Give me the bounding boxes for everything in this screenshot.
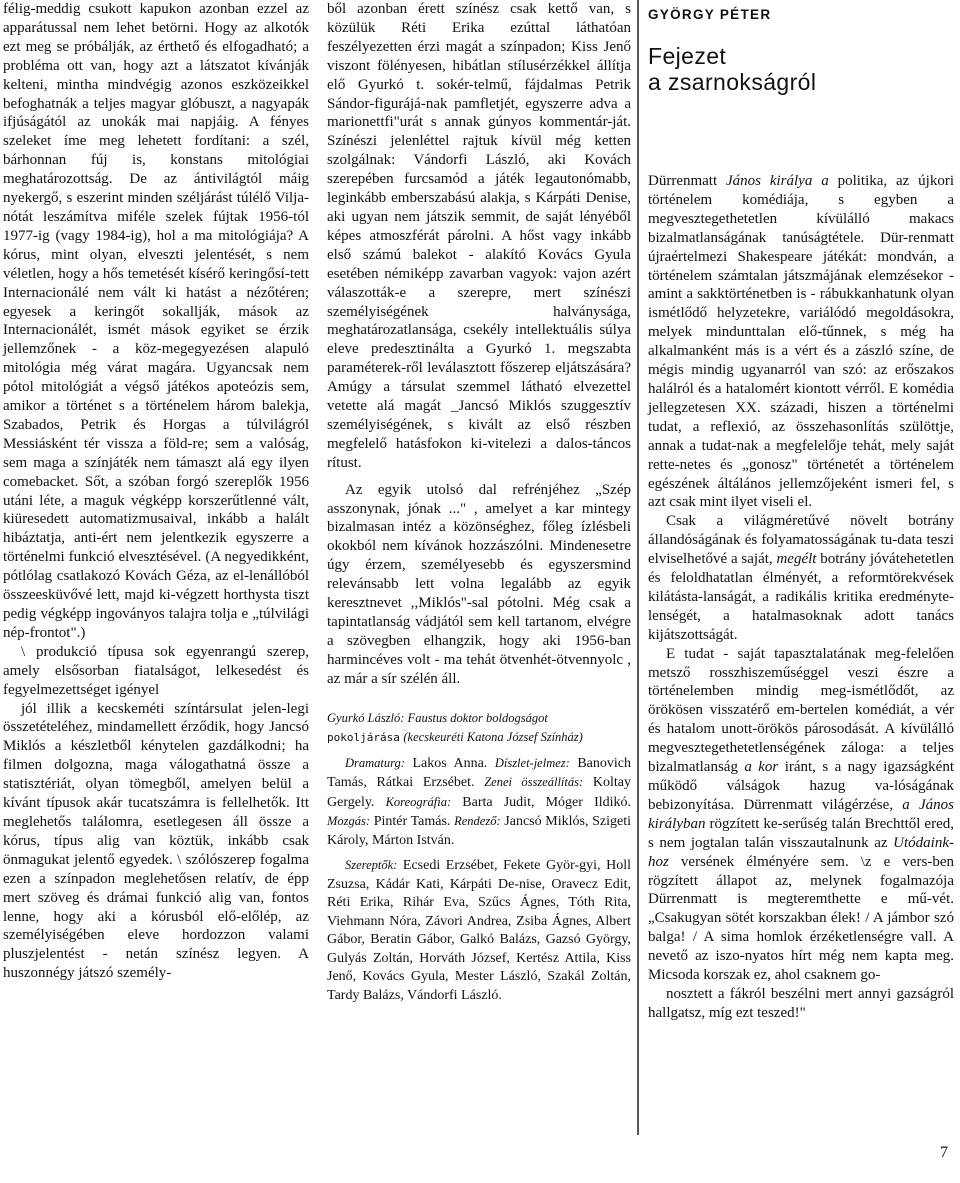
paragraph: Az egyik utolsó dal refrénjéhez „Szép asszonynak, jónak ..." , amelyet a kar mintegy bizalmasan intéz a közönséghez, főleg ízlésbeli okokból nem kívánok hozzászólni. Mindenesetre úgy érzem, személyesebb és egyszersmind relevánsabb lett volna legalább az egyik keresztnevet ,,Miklós"-sal pótolni. Még csak a tapintatlanság vádjától sem kell tartanom, elvégre a szövegben elhangzik, hogy aki 1956-ban harmincéves volt - ma tehát ötvenhét-ötvennyolc , az már a sír szélén áll. [327, 481, 631, 687]
paragraph [648, 512, 954, 644]
credit-label: Mozgás: [327, 814, 371, 829]
text-run-italic: a kor [744, 759, 779, 776]
text-run: politika, az újkori történelem komédiája, s egyben a megvesztegethetetlen kívülálló makacs bizalmatlanságának tanúságtétele. Dür-renmatt újraértelmezi Shakespeare játékát: mondván, a történelem számtalan játszmájának elemzésekor - amint a sakktörténetben is - rábukkanhatunk olyan ismétlődő helyzetekre, variálódó megoldásokra, melyek mindunttalan elő-tűnnek, s még ha alkalmanként más is a vért és a zászló színe, de mégis mindig ugyanarról van szó: az erőszakos halálról és a hatalomért kiontott vérről. E komédia jellegzetesen XX. századi, hiszen a történelmi tudat, a reflexió, az összehasonlítás szülöttje, annak a tudat-nak a megfelelője tehát, mely saját rette-netes és „gonosz" történetét a történelem egészének áltálános jellemzőjeként ismeri fel, s azt csak mint ilyet viseli el. [648, 173, 954, 511]
text-run-italic: Utódaink-hoz [648, 834, 954, 870]
credit-label: Díszlet-jelmez: [494, 755, 570, 770]
production-credits [327, 709, 631, 1006]
title-line-2: a zsarnokságról [648, 69, 817, 95]
work-title-mono: pokoljárása [327, 731, 400, 745]
article-author: GYÖRGY PÉTER [648, 7, 772, 22]
paragraph: ből azonban érett színész csak kettő van, s közülük Réti Erika ezúttal láthatóan feszélyezetten érzi magát a színpadon; Kiss Jenő viszont fölényesen, hibátlan stílusérzékkel állítja elő Gyurkó t. sokér-telmű, fájdalmas Petrik Sándor-figurájá-nak pamfletjét, egyszerre adva a marionettfi"urát s annak gúnyos kommentár-ját. Színészi jelenléttel rajtuk kívül még ketten szolgálnak: Vándorfi László, aki Kovách szerepében furcsamód a játék legautonómabb, leginkább emberszabású alakja, s Kárpáti Denise, aki ugyan nem játszik semmit, de saját lényéből képes atmoszférát párolni. A hőst vagy inkább első számú balekot - alakító Kovács Gyula esetében némiképp zavarban vagyok: vajon azért válaszották-e a szerepre, mert színészi személyiségének halványsága, meghatározatlansága, csekély intellektuális súlya eleve predesztinálta a Gyurkó 1. megszabta paraméterek-ről leválasztott főszerep eljátszására? Amúgy a társulat szemmel látható elvezettel vetette alá magát _Jancsó Miklós szuggesztív személyiségének, s kivált az első részben megfelelő hatásfokon ki-vitelezi a dalos-táncos rítust. [327, 1, 631, 471]
credit-label: Rendező: [454, 814, 501, 829]
text-column-3 [648, 172, 954, 1023]
work-title-line: Gyurkó László: Faustus doktor boldogságot [327, 710, 548, 725]
paragraph: jól illik a kecskeméti színtársulat jelen-legi összetételéhez, mindamellett érződik, hogy Jancsó Miklós a készletből kénytelen gazdálkodni; ha filmen dolgozna, maga válogathatná össze a statisztériát, olyan tömegből, amelyen belül a kívánt típusok akár tucatszámra is fellelhetők. Itt meglehetős találomra, esetlegesen áll össze a kórus, típus alig van köztük, inkább csak önmagukat jelentő egyedek. \ szólószerep fogalma ezen a színpadon meglehetősen relatív, de épp mert szöveg és drámai funkció alig van, fontos lenne, hogy aki a kórusból elő-előlép, az személyiségében eleve hordozzon valami pluszjelentést - netán színész legyen. A huszonnégy játszó személy- [3, 700, 309, 982]
text-run: Dürrenmatt [648, 173, 718, 189]
paragraph: nosztett a fákról beszélni mert annyi gazságról hallgatsz, míg ezt teszed!" [648, 985, 954, 1021]
column-divider-rule [637, 0, 639, 1135]
article-title [648, 43, 948, 95]
credit-value: Jancsó Miklós, Szigeti Károly, Márton István. [327, 814, 632, 848]
text-run: E tudat - saját tapasztalatának meg-felelően metsző rosszhiszeműséggel veszi észre a történelemben mindig meg-ismétlődőt, az örökösen visszatérő em-bertelen komédiát, a vér és hatalom unott-örökös párosodását. A kívülálló megvesztegethetetlenségének záloga: a teljes bizalmatlanság [648, 645, 954, 776]
paragraph: félig-meddig csukott kapukon azonban ezzel az apparátussal nem lehet betörni. Hogy az alkotók ezt meg se próbálják, az érthető és elfogadható; a probléma ott van, hogy azt a látszatot kívánják kelteni, mintha mindvégig azonos eszközeikkel befoghatnák a teljes magyar glóbuszt, a nagyapák ifjúságától az unokák mai napjáig. A fényes szeleket íme meg lehetett fordítani: a szél, bárhonnan fúj is, konstans mitológiai meghatározottság. De az ántivilágtól máig nyekergő, s eszerint minden széljárást túlélő Vilja-nótát leszámítva miféle szelek fújtak 1956-tól 1977-ig (vagy 1984-ig), hol a ma mitológiája? A kórus, mint olyan, elveszti jelentését, s nem véletlen, hogy a hős temetését kísérő keringősí-tett Internacionálé nem vált ki hatást a nézőtéren; egyesek a keringőt sokallják, mások az Internacionálét, ismét mások egyiket se érzik jellemzőnek - a köz-megegyezésen alapuló mitológia még várat magára. Ugyancsak nem pótol mitológiát a végső játékos apoteózis sem, amikor a történet s a történelem három balekja, Szabados, Petrik és Horgas a túlvilágról Messiásként tér vissza a föld-re; sem a valóság, sem maga a színjáték nem támaszt alá egy ilyen comebacket. Sőt, a szóban forgó szereplők 1956 utáni léte, a maguk végképp korszerűtlenné vált, kiüresedett automatizmusaival, inkább a halált hibáztatja, anti-ért nem jelentkezik egyszerre a történelmi funkció elvesztésével. (A negyedikként, pótlólag csatlakozó Kovách Géza, az el-lenállóból összeesküvővé lett, majd ki-végzett horthysta tiszt pedig végképp ingoványos talajra tolja e „túlvilági nép-frontot".) [3, 1, 309, 641]
theatre-name: (kecskeuréti Katona József Színház) [403, 730, 583, 745]
credit-label: Szereptők: [345, 858, 398, 873]
page-number: 7 [940, 1144, 948, 1161]
text-run-italic: megélt [776, 551, 817, 568]
credit-value: Pintér Tamás. [373, 814, 451, 830]
text-column-1 [3, 0, 309, 983]
credits-cast [327, 856, 631, 1005]
paragraph [648, 645, 954, 985]
text-run: versének élményére sem. \z e vers-ben rögzített állapot az, melynek fogalmazója Dürrenmatt is megteremthette e mű-vét. „Csakugyan sötét korszakban élek! / A jámbor szó balga! / A sima homlok érzéketlenségre vall. A nevető az iszo-nyatos hírt még nem kapta meg. Micsoda korszak ez, ahol csaknem go- [648, 853, 954, 984]
credit-value: Banovich Tamás, Rátkai Erzsébet. [327, 755, 631, 791]
credit-label: Koreográfia: [385, 794, 452, 809]
credit-value: Koltay Gergely. [327, 775, 631, 810]
text-run-italic: János királya a [726, 173, 829, 189]
title-line-1: Fejezet [648, 43, 727, 69]
text-run: rögzített ke-serűség talán Brechttől ered, s nem jogtalan talán visszautalnunk az [648, 815, 954, 851]
credits-crew [327, 754, 631, 851]
credits-work-title [327, 709, 631, 748]
credit-value: Ecsedi Erzsébet, Fekete Györ-gyi, Holl Zsuzsa, Kádár Kati, Kárpáti De-nise, Oravecz Edit, Réti Erika, Rihár Eva, Szűcs Ágnes, Tóth Rita, Viehmann Nóra, Závori Andrea, Zsiba Ágnes, Albert Gábor, Beratin Gábor, Galkó Balázs, Gazsó György, Gulyás Zoltán, Horváth József, Kertész Attila, Kiss Jenő, Kovács Gyula, Mester László, Szakál Zoltán, Tardy Balázs, Vándorfi László. [327, 858, 632, 1003]
credit-value: Lakos Anna. [412, 755, 488, 771]
text-run: iránt, s a nagy igazságként működő válságok hazug va-lóságának bebizonyítása. Dürrenmatt világérzése, [648, 759, 954, 813]
text-run-italic: a János királyban [648, 796, 954, 832]
paragraph: \ produkció típusa sok egyenrangú szerep, amely elsősorban fiatalságot, lelkesedést és fegyelmezettséget igényel [3, 643, 309, 698]
credit-label: Dramaturg: [345, 755, 405, 770]
paragraph [648, 172, 954, 512]
text-column-2 [327, 0, 631, 1005]
credit-label: Zenei összeállítás: [484, 775, 584, 790]
credit-value: Barta Judit, Móger Ildikó. [462, 794, 632, 810]
text-run: Csak a világméretűvé növelt botrány állandóságának és folyamatosságának tu-data teszi elviselhetővé a saját, [648, 513, 954, 568]
text-run: botrány jóvátehetetlen és feloldhatatlan élményét, a reformtörekvések kilátásta-lanságát, a radikális kritika eredménytе-lenségét, a hatalmasoknak adott tanács kijátszottságát. [648, 551, 954, 643]
